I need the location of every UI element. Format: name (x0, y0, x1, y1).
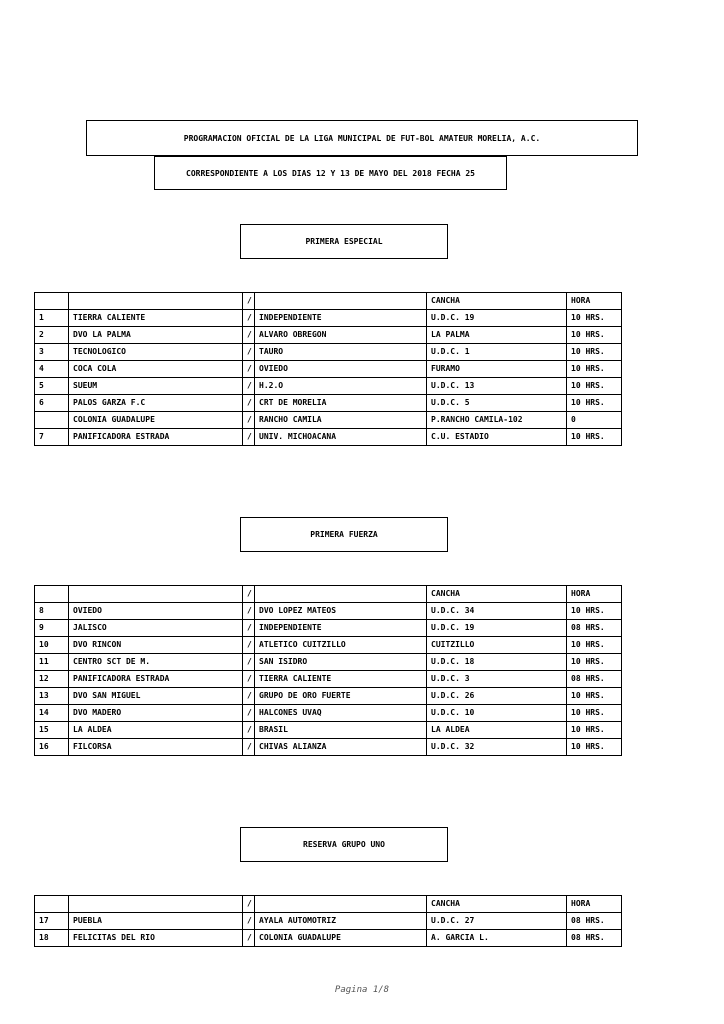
cell-cancha: U.D.C. 34 (427, 603, 567, 620)
cell-home: TIERRA CALIENTE (69, 310, 243, 327)
cell-hora: 10 HRS. (567, 310, 622, 327)
cell-sep: / (243, 705, 255, 722)
cell-home: COLONIA GUADALUPE (69, 412, 243, 429)
section-title-primera-especial: PRIMERA ESPECIAL (240, 224, 448, 259)
cell-cancha: U.D.C. 18 (427, 654, 567, 671)
cell-cancha: U.D.C. 13 (427, 378, 567, 395)
cell-sep: / (243, 293, 255, 310)
cell-cancha: CUITZILLO (427, 637, 567, 654)
cell-sep: / (243, 688, 255, 705)
cell-num: 10 (35, 637, 69, 654)
table-row (35, 310, 622, 327)
cell-hora: 08 HRS. (567, 930, 622, 947)
cell-sep: / (243, 586, 255, 603)
section-title-reserva-grupo-uno: RESERVA GRUPO UNO (240, 827, 448, 862)
cell-hora: 10 HRS. (567, 378, 622, 395)
cell-num: 17 (35, 913, 69, 930)
table-row (35, 705, 622, 722)
table-row (35, 688, 622, 705)
cell-cancha: U.D.C. 32 (427, 739, 567, 756)
cell-away: ALVARO OBREGON (255, 327, 427, 344)
cell-hora: 10 HRS. (567, 739, 622, 756)
cell-away: ATLETICO CUITZILLO (255, 637, 427, 654)
cell-sep: / (243, 378, 255, 395)
cell-cancha: U.D.C. 10 (427, 705, 567, 722)
cell-away: DVO LOPEZ MATEOS (255, 603, 427, 620)
cell-home: LA ALDEA (69, 722, 243, 739)
cell-cancha: U.D.C. 1 (427, 344, 567, 361)
cell-num: 3 (35, 344, 69, 361)
cell-away: CRT DE MORELIA (255, 395, 427, 412)
cell-sep: / (243, 722, 255, 739)
cell-hora: 10 HRS. (567, 327, 622, 344)
table-row (35, 930, 622, 947)
cell-num (35, 896, 69, 913)
table-row (35, 722, 622, 739)
cell-sep: / (243, 344, 255, 361)
cell-sep: / (243, 739, 255, 756)
cell-hora: 10 HRS. (567, 688, 622, 705)
cell-cancha: CANCHA (427, 586, 567, 603)
cell-cancha: U.D.C. 5 (427, 395, 567, 412)
cell-home: CENTRO SCT DE M. (69, 654, 243, 671)
cell-sep: / (243, 412, 255, 429)
cell-home (69, 586, 243, 603)
cell-hora: 10 HRS. (567, 637, 622, 654)
cell-hora: 08 HRS. (567, 620, 622, 637)
table-row (35, 344, 622, 361)
table-row (35, 361, 622, 378)
cell-home: DVO LA PALMA (69, 327, 243, 344)
cell-sep: / (243, 896, 255, 913)
schedule-table-reserva-grupo-uno (34, 895, 622, 947)
cell-num: 14 (35, 705, 69, 722)
cell-away: RANCHO CAMILA (255, 412, 427, 429)
cell-hora: HORA (567, 896, 622, 913)
cell-num: 15 (35, 722, 69, 739)
cell-cancha: U.D.C. 26 (427, 688, 567, 705)
cell-num: 9 (35, 620, 69, 637)
table-row (35, 620, 622, 637)
cell-num (35, 412, 69, 429)
cell-num: 11 (35, 654, 69, 671)
cell-sep: / (243, 654, 255, 671)
cell-hora: 10 HRS. (567, 603, 622, 620)
table-row (35, 412, 622, 429)
cell-hora: 08 HRS. (567, 913, 622, 930)
cell-cancha: LA ALDEA (427, 722, 567, 739)
cell-home: COCA COLA (69, 361, 243, 378)
cell-away: HALCONES UVAQ (255, 705, 427, 722)
cell-num: 1 (35, 310, 69, 327)
cell-num: 6 (35, 395, 69, 412)
cell-home: PALOS GARZA F.C (69, 395, 243, 412)
table-row (35, 913, 622, 930)
cell-home: TECNOLOGICO (69, 344, 243, 361)
table-row (35, 327, 622, 344)
cell-sep: / (243, 310, 255, 327)
cell-cancha: P.RANCHO CAMILA-102 (427, 412, 567, 429)
cell-sep: / (243, 361, 255, 378)
cell-away: SAN ISIDRO (255, 654, 427, 671)
cell-hora: 10 HRS. (567, 361, 622, 378)
table-row (35, 637, 622, 654)
cell-home: JALISCO (69, 620, 243, 637)
cell-home (69, 896, 243, 913)
table-row (35, 603, 622, 620)
section-title-primera-fuerza: PRIMERA FUERZA (240, 517, 448, 552)
cell-home: PANIFICADORA ESTRADA (69, 429, 243, 446)
cell-sep: / (243, 395, 255, 412)
table-row (35, 378, 622, 395)
cell-away: TAURO (255, 344, 427, 361)
cell-hora: 10 HRS. (567, 429, 622, 446)
cell-away: INDEPENDIENTE (255, 310, 427, 327)
table-row (35, 739, 622, 756)
cell-sep: / (243, 603, 255, 620)
cell-away: AYALA AUTOMOTRIZ (255, 913, 427, 930)
cell-cancha: CANCHA (427, 896, 567, 913)
cell-away: UNIV. MICHOACANA (255, 429, 427, 446)
document-subtitle: CORRESPONDIENTE A LOS DIAS 12 Y 13 DE MAYO DEL 2018 FECHA 25 (154, 156, 507, 190)
cell-hora: 10 HRS. (567, 722, 622, 739)
cell-num: 5 (35, 378, 69, 395)
cell-cancha: U.D.C. 19 (427, 620, 567, 637)
cell-cancha: FURAMO (427, 361, 567, 378)
cell-away (255, 896, 427, 913)
table-header-row (35, 586, 622, 603)
table-row (35, 429, 622, 446)
cell-home: FILCORSA (69, 739, 243, 756)
cell-home: FELICITAS DEL RIO (69, 930, 243, 947)
cell-hora: 10 HRS. (567, 344, 622, 361)
cell-sep: / (243, 671, 255, 688)
cell-away: BRASIL (255, 722, 427, 739)
cell-cancha: CANCHA (427, 293, 567, 310)
table-row (35, 395, 622, 412)
cell-cancha: C.U. ESTADIO (427, 429, 567, 446)
cell-num: 13 (35, 688, 69, 705)
cell-cancha: LA PALMA (427, 327, 567, 344)
cell-hora: HORA (567, 293, 622, 310)
cell-away: INDEPENDIENTE (255, 620, 427, 637)
cell-num: 12 (35, 671, 69, 688)
cell-sep: / (243, 637, 255, 654)
cell-num: 16 (35, 739, 69, 756)
cell-hora: 08 HRS. (567, 671, 622, 688)
table-row (35, 654, 622, 671)
table-header-row (35, 293, 622, 310)
cell-cancha: A. GARCIA L. (427, 930, 567, 947)
cell-home: DVO SAN MIGUEL (69, 688, 243, 705)
cell-home: SUEUM (69, 378, 243, 395)
document-title: PROGRAMACION OFICIAL DE LA LIGA MUNICIPAL DE FUT-BOL AMATEUR MORELIA, A.C. (86, 120, 638, 156)
cell-home: PANIFICADORA ESTRADA (69, 671, 243, 688)
table-header-row (35, 896, 622, 913)
cell-hora: 10 HRS. (567, 705, 622, 722)
cell-cancha: U.D.C. 19 (427, 310, 567, 327)
cell-sep: / (243, 620, 255, 637)
cell-away (255, 586, 427, 603)
cell-away: CHIVAS ALIANZA (255, 739, 427, 756)
table-row (35, 671, 622, 688)
cell-away (255, 293, 427, 310)
cell-away: OVIEDO (255, 361, 427, 378)
cell-num: 7 (35, 429, 69, 446)
cell-away: GRUPO DE ORO FUERTE (255, 688, 427, 705)
schedule-table-primera-especial (34, 292, 622, 446)
cell-hora: 10 HRS. (567, 654, 622, 671)
cell-sep: / (243, 429, 255, 446)
cell-away: TIERRA CALIENTE (255, 671, 427, 688)
cell-num (35, 293, 69, 310)
cell-home: DVO MADERO (69, 705, 243, 722)
cell-home: PUEBLA (69, 913, 243, 930)
cell-hora: 10 HRS. (567, 395, 622, 412)
page-number: Pagina 1/8 (334, 985, 390, 995)
cell-cancha: U.D.C. 27 (427, 913, 567, 930)
cell-home: OVIEDO (69, 603, 243, 620)
cell-sep: / (243, 913, 255, 930)
cell-cancha: U.D.C. 3 (427, 671, 567, 688)
cell-num: 4 (35, 361, 69, 378)
cell-num (35, 586, 69, 603)
cell-away: H.2.O (255, 378, 427, 395)
cell-sep: / (243, 930, 255, 947)
cell-num: 18 (35, 930, 69, 947)
cell-num: 2 (35, 327, 69, 344)
cell-home (69, 293, 243, 310)
cell-away: COLONIA GUADALUPE (255, 930, 427, 947)
cell-hora: HORA (567, 586, 622, 603)
cell-sep: / (243, 327, 255, 344)
schedule-table-primera-fuerza (34, 585, 622, 756)
cell-num: 8 (35, 603, 69, 620)
cell-home: DVO RINCON (69, 637, 243, 654)
cell-hora: 0 (567, 412, 622, 429)
